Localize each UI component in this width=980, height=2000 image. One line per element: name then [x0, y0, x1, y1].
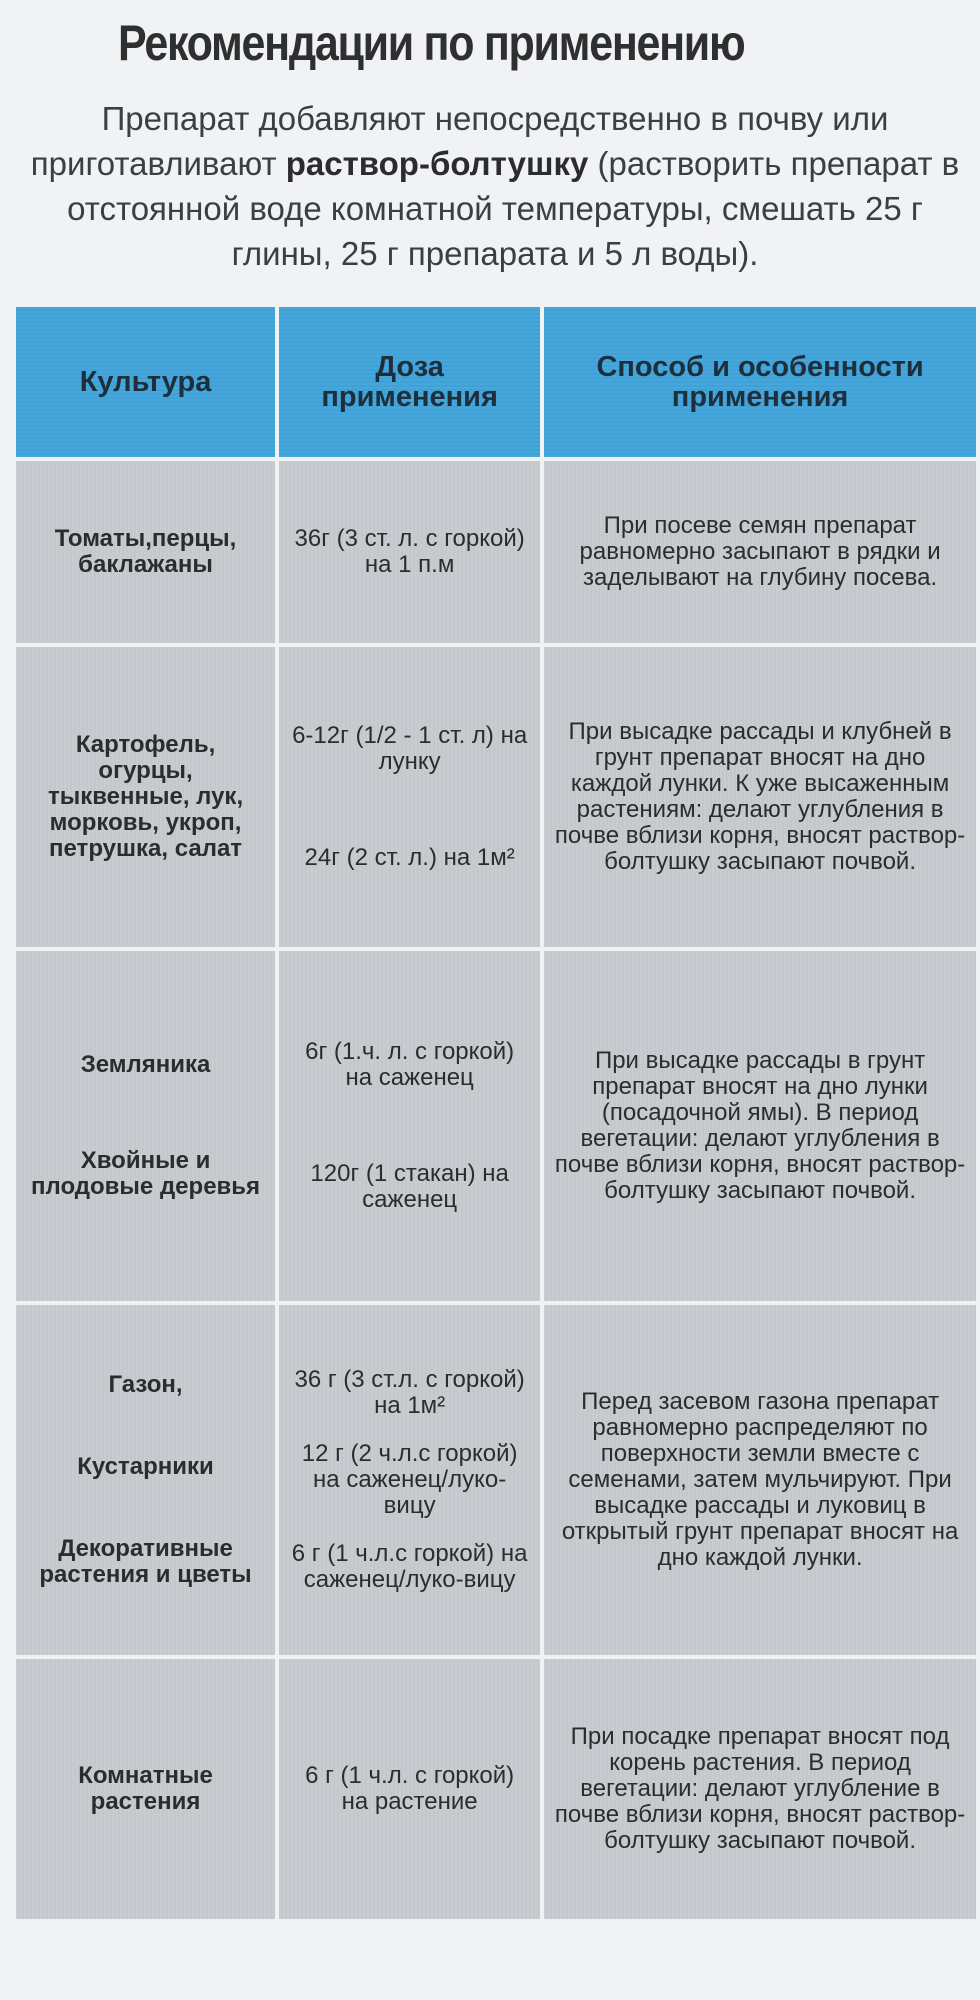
dose-value: 24г (2 ст. л.) на 1м²	[304, 844, 515, 871]
dose-value: 6 г (1 ч.л.с горкой) на саженец/луко-вицу	[291, 1540, 528, 1593]
crop-cell	[16, 951, 275, 1301]
crop-name: Комнатные растения	[78, 1762, 213, 1815]
dose-value: 12 г (2 ч.л.с горкой) на саженец/луко-вицу	[301, 1440, 518, 1519]
crop-cell	[16, 1659, 275, 1919]
dose-value: 6 г (1 ч.л. с горкой) на растение	[305, 1762, 515, 1815]
crop-name: Газон,	[108, 1371, 183, 1398]
recommendations-table	[12, 303, 980, 1923]
header-culture: Культура	[16, 307, 275, 457]
table-header-row	[16, 307, 976, 457]
crop-name: Декоративные растения и цветы	[39, 1535, 252, 1588]
table-row	[16, 951, 976, 1301]
header-method: Способ и особенности применения	[544, 307, 976, 457]
crop-cell	[16, 647, 275, 947]
dose-cell	[279, 1659, 540, 1919]
dose-value: 36 г (3 ст.л. с горкой) на 1м²	[294, 1366, 525, 1419]
dose-cell	[279, 647, 540, 947]
crop-cell	[16, 1305, 275, 1655]
dose-value: 6г (1.ч. л. с горкой) на саженец	[305, 1038, 515, 1091]
crop-name: Томаты,перцы, баклажаны	[54, 525, 237, 578]
crop-name: Хвойные и плодовые деревья	[31, 1147, 261, 1200]
dose-value: 36г (3 ст. л. с горкой) на 1 п.м	[294, 525, 525, 578]
method-cell: При посеве семян препарат равномерно засыпают в рядки и заделывают на глубину посева.	[544, 461, 976, 643]
table-row	[16, 1659, 976, 1919]
crop-cell	[16, 461, 275, 643]
table-row	[16, 461, 976, 643]
dose-value: 120г (1 стакан) на саженец	[310, 1160, 509, 1213]
intro-bold-term: раствор-болтушку	[285, 145, 589, 182]
page-title: Рекомендации по применению	[118, 15, 745, 71]
intro-paragraph	[30, 96, 960, 276]
dose-value: 6-12г (1/2 - 1 ст. л) на лунку	[292, 722, 528, 775]
intro-text-1: Препарат добавляют непосредственно в почву или приготавливают	[30, 100, 889, 182]
method-cell: Перед засевом газона препарат равномерно распределяют по поверхности земли вместе с семенами, затем мульчируют. При высадке рассады и луковиц в открытый грунт препарат вносят на дно каждой лунки.	[544, 1305, 976, 1655]
crop-name: Кустарники	[77, 1453, 214, 1480]
intro-text-2: (растворить препарат в отстоянной воде комнатной температуры, смешать 25 г глины, 25 г препарата и 5 л воды).	[67, 145, 960, 272]
method-cell: При высадке рассады и клубней в грунт препарат вносят на дно каждой лунки. К уже высаженным растениям: делают углубления в почве вблизи корня, вносят раствор-болтушку засыпают почвой.	[544, 647, 976, 947]
header-dose: Доза применения	[279, 307, 540, 457]
method-cell: При посадке препарат вносят под корень растения. В период вегетации: делают углубление в почве вблизи корня, вносят раствор-болтушку засыпают почвой.	[544, 1659, 976, 1919]
method-cell: При высадке рассады в грунт препарат вносят на дно лунки (посадочной ямы). В период вегетации: делают углубления в почве вблизи корня, вносят раствор-болтушку засыпают почвой.	[544, 951, 976, 1301]
dose-cell	[279, 461, 540, 643]
table-row	[16, 1305, 976, 1655]
dose-cell	[279, 1305, 540, 1655]
crop-name: Земляника	[80, 1051, 211, 1078]
table-row	[16, 647, 976, 947]
crop-name: Картофель, огурцы, тыквенные, лук, морковь, укроп, петрушка, салат	[47, 731, 244, 862]
dose-cell	[279, 951, 540, 1301]
